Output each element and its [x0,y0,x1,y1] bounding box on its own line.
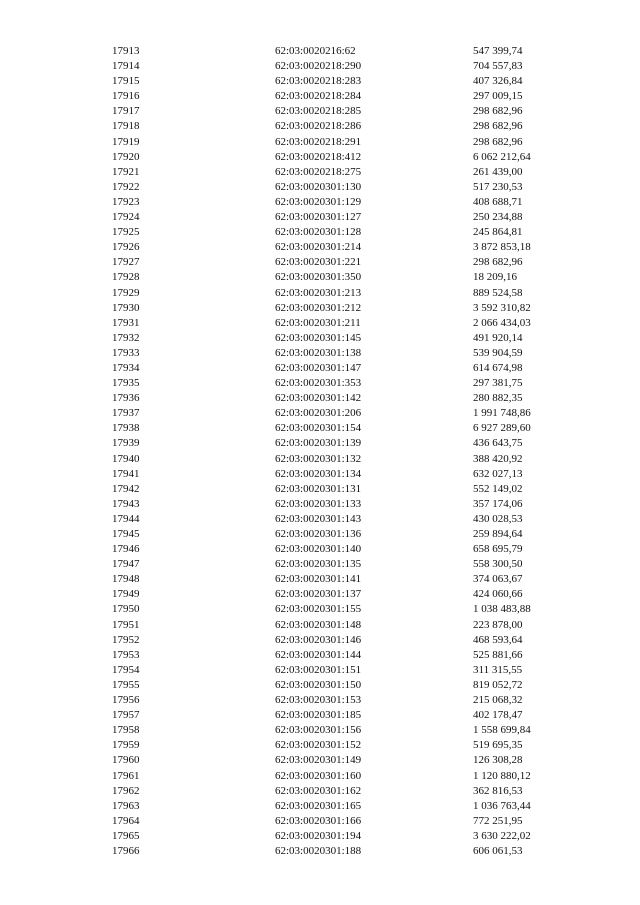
row-number: 17960 [112,754,140,767]
row-number: 17938 [112,422,140,435]
table-row [0,421,640,436]
cadastral-number: 62:03:0020301:153 [275,694,362,707]
row-number: 17951 [112,618,140,631]
table-row [0,482,640,497]
cadastral-number: 62:03:0020301:353 [275,377,362,390]
cadastral-number: 62:03:0020301:147 [275,361,362,374]
cadastral-number: 62:03:0020301:139 [275,437,362,450]
row-number: 17942 [112,482,140,495]
cadastral-value: 704 557,83 [473,60,523,73]
cadastral-value: 374 063,67 [473,573,523,586]
cadastral-value: 2 066 434,03 [473,316,531,329]
table-row [0,557,640,572]
row-number: 17966 [112,844,140,857]
row-number: 17965 [112,829,140,842]
cadastral-number: 62:03:0020301:144 [275,648,362,661]
cadastral-value: 311 315,55 [473,663,523,676]
table-row [0,270,640,285]
row-number: 17926 [112,241,140,254]
cadastral-value: 126 308,28 [473,754,523,767]
cadastral-value: 298 682,96 [473,120,523,133]
row-number: 17943 [112,497,140,510]
cadastral-value: 519 695,35 [473,739,523,752]
row-number: 17913 [112,45,140,57]
table-row [0,467,640,482]
cadastral-value: 357 174,06 [473,497,523,510]
table-row [0,572,640,587]
cadastral-number: 62:03:0020218:412 [275,150,362,163]
table-row [0,331,640,346]
cadastral-value: 614 674,98 [473,361,523,374]
table-row [0,527,640,542]
cadastral-value: 558 300,50 [473,558,523,571]
row-number: 17930 [112,301,140,314]
cadastral-number: 62:03:0020301:212 [275,301,362,314]
table-row [0,678,640,693]
cadastral-value: 407 326,84 [473,75,523,88]
row-number: 17915 [112,75,140,88]
cadastral-number: 62:03:0020301:137 [275,588,362,601]
row-number: 17933 [112,346,140,359]
cadastral-value: 468 593,64 [473,633,523,646]
cadastral-number: 62:03:0020301:146 [275,633,362,646]
cadastral-value: 388 420,92 [473,452,523,465]
cadastral-number: 62:03:0020301:211 [275,316,361,329]
cadastral-number: 62:03:0020301:130 [275,180,362,193]
row-number: 17958 [112,724,140,737]
cadastral-number: 62:03:0020301:165 [275,799,362,812]
row-number: 17962 [112,784,140,797]
cadastral-value: 250 234,88 [473,211,523,224]
cadastral-number: 62:03:0020301:185 [275,709,362,722]
cadastral-number: 62:03:0020218:275 [275,165,362,178]
row-number: 17955 [112,678,140,691]
row-number: 17931 [112,316,140,329]
row-number: 17923 [112,195,140,208]
table-row [0,376,640,391]
cadastral-value: 298 682,96 [473,135,523,148]
cadastral-value: 772 251,95 [473,814,523,827]
cadastral-number: 62:03:0020218:290 [275,60,362,73]
cadastral-number: 62:03:0020301:145 [275,331,362,344]
table-row [0,74,640,89]
cadastral-number: 62:03:0020301:129 [275,195,362,208]
cadastral-number: 62:03:0020218:284 [275,90,362,103]
table-row [0,59,640,74]
cadastral-number: 62:03:0020301:151 [275,663,362,676]
cadastral-value: 18 209,16 [473,271,517,284]
table-row [0,769,640,784]
cadastral-number: 62:03:0020301:132 [275,452,362,465]
row-number: 17934 [112,361,140,374]
table-row [0,648,640,663]
cadastral-value: 1 558 699,84 [473,724,531,737]
row-number: 17916 [112,90,140,103]
row-number: 17959 [112,739,140,752]
row-number: 17947 [112,558,140,571]
table-row [0,723,640,738]
table-row [0,286,640,301]
cadastral-value: 297 381,75 [473,377,523,390]
cadastral-value: 1 120 880,12 [473,769,531,782]
row-number: 17954 [112,663,140,676]
row-number: 17956 [112,694,140,707]
cadastral-value: 215 068,32 [473,694,523,707]
cadastral-value: 280 882,35 [473,392,523,405]
cadastral-number: 62:03:0020301:140 [275,543,362,556]
row-number: 17937 [112,407,140,420]
cadastral-value: 298 682,96 [473,105,523,118]
row-number: 17952 [112,633,140,646]
table-row [0,497,640,512]
row-number: 17918 [112,120,140,133]
row-number: 17936 [112,392,140,405]
row-number: 17914 [112,60,140,73]
table-row [0,165,640,180]
table-row [0,738,640,753]
cadastral-number: 62:03:0020301:143 [275,512,362,525]
row-number: 17940 [112,452,140,465]
row-number: 17950 [112,603,140,616]
cadastral-number: 62:03:0020301:221 [275,256,362,269]
cadastral-number: 62:03:0020301:133 [275,497,362,510]
cadastral-value: 819 052,72 [473,678,523,691]
table-row [0,119,640,134]
cadastral-value: 632 027,13 [473,467,523,480]
table-row [0,618,640,633]
table-row [0,844,640,859]
table-row [0,44,640,59]
cadastral-number: 62:03:0020301:160 [275,769,362,782]
cadastral-value: 525 881,66 [473,648,523,661]
cadastral-number: 62:03:0020301:138 [275,346,362,359]
cadastral-value: 1 991 748,86 [473,407,531,420]
table-row [0,663,640,678]
table-row [0,542,640,557]
cadastral-number: 62:03:0020301:150 [275,678,362,691]
cadastral-number: 62:03:0020301:141 [275,573,362,586]
table-row [0,195,640,210]
cadastral-value: 658 695,79 [473,543,523,556]
cadastral-value: 6 062 212,64 [473,150,531,163]
row-number: 17945 [112,528,140,540]
table-row [0,452,640,467]
row-number: 17928 [112,271,140,284]
cadastral-value: 424 060,66 [473,588,523,601]
cadastral-value: 297 009,15 [473,90,523,103]
row-number: 17921 [112,165,140,178]
cadastral-value: 6 927 289,60 [473,422,531,435]
row-number: 17929 [112,286,140,299]
row-number: 17963 [112,799,140,812]
cadastral-value: 261 439,00 [473,165,523,178]
cadastral-number: 62:03:0020301:134 [275,467,362,480]
cadastral-number: 62:03:0020218:291 [275,135,362,148]
cadastral-value: 3 872 853,18 [473,241,531,254]
table-row [0,602,640,617]
table-row [0,436,640,451]
cadastral-number: 62:03:0020301:214 [275,241,362,254]
cadastral-number: 62:03:0020301:131 [275,482,362,495]
row-number: 17927 [112,256,140,269]
table-row [0,180,640,195]
cadastral-value: 430 028,53 [473,512,523,525]
cadastral-value: 491 920,14 [473,331,523,344]
row-number: 17932 [112,331,140,344]
cadastral-number: 62:03:0020301:127 [275,211,362,224]
table-row [0,255,640,270]
cadastral-value: 362 816,53 [473,784,523,797]
cadastral-number: 62:03:0020301:194 [275,829,362,842]
cadastral-value: 539 904,59 [473,346,523,359]
table-row [0,240,640,255]
row-number: 17953 [112,648,140,661]
table-row [0,406,640,421]
table-row [0,210,640,225]
table-row [0,587,640,602]
table-row [0,104,640,119]
cadastral-number: 62:03:0020218:286 [275,120,362,133]
row-number: 17949 [112,588,140,601]
table-row [0,753,640,768]
cadastral-number: 62:03:0020301:136 [275,528,362,540]
cadastral-value: 3 592 310,82 [473,301,531,314]
row-number: 17919 [112,135,140,148]
table-row [0,150,640,165]
cadastral-number: 62:03:0020301:166 [275,814,362,827]
cadastral-value: 298 682,96 [473,256,523,269]
cadastral-value: 3 630 222,02 [473,829,531,842]
table-row [0,316,640,331]
cadastral-value: 517 230,53 [473,180,523,193]
cadastral-value: 402 178,47 [473,709,523,722]
table-row [0,512,640,527]
row-number: 17917 [112,105,140,118]
table-row [0,346,640,361]
cadastral-number: 62:03:0020301:162 [275,784,362,797]
row-number: 17946 [112,543,140,556]
cadastral-value: 436 643,75 [473,437,523,450]
cadastral-number: 62:03:0020301:135 [275,558,362,571]
cadastral-value: 547 399,74 [473,45,523,57]
cadastral-number: 62:03:0020301:206 [275,407,362,420]
cadastral-number: 62:03:0020301:154 [275,422,362,435]
table-row [0,301,640,316]
row-number: 17925 [112,226,140,239]
row-number: 17964 [112,814,140,827]
row-number: 17948 [112,573,140,586]
cadastral-value: 259 894,64 [473,528,523,540]
row-number: 17957 [112,709,140,722]
table-row [0,89,640,104]
cadastral-number: 62:03:0020301:142 [275,392,362,405]
cadastral-value: 1 038 483,88 [473,603,531,616]
cadastral-number: 62:03:0020301:149 [275,754,362,767]
cadastral-number: 62:03:0020218:285 [275,105,362,118]
cadastral-number: 62:03:0020301:152 [275,739,362,752]
table-row [0,391,640,406]
cadastral-value: 552 149,02 [473,482,523,495]
table-row [0,814,640,829]
table-row [0,784,640,799]
cadastral-number: 62:03:0020301:188 [275,844,362,857]
cadastral-number: 62:03:0020301:155 [275,603,362,616]
table-row [0,693,640,708]
table-row [0,361,640,376]
row-number: 17944 [112,512,140,525]
cadastral-value: 606 061,53 [473,844,523,857]
data-table [0,44,640,859]
cadastral-number: 62:03:0020301:148 [275,618,362,631]
row-number: 17920 [112,150,140,163]
row-number: 17935 [112,377,140,390]
table-row [0,135,640,150]
table-row [0,708,640,723]
cadastral-number: 62:03:0020301:350 [275,271,362,284]
cadastral-value: 408 688,71 [473,195,523,208]
table-row [0,799,640,814]
cadastral-number: 62:03:0020301:128 [275,226,362,239]
row-number: 17961 [112,769,140,782]
cadastral-number: 62:03:0020301:213 [275,286,362,299]
cadastral-value: 245 864,81 [473,226,523,239]
cadastral-number: 62:03:0020218:283 [275,75,362,88]
row-number: 17922 [112,180,140,193]
table-row [0,633,640,648]
cadastral-value: 223 878,00 [473,618,523,631]
cadastral-number: 62:03:0020301:156 [275,724,362,737]
row-number: 17939 [112,437,140,450]
row-number: 17924 [112,211,140,224]
cadastral-value: 889 524,58 [473,286,523,299]
cadastral-number: 62:03:0020216:62 [275,45,356,57]
table-row [0,829,640,844]
table-row [0,225,640,240]
row-number: 17941 [112,467,140,480]
cadastral-value: 1 036 763,44 [473,799,531,812]
